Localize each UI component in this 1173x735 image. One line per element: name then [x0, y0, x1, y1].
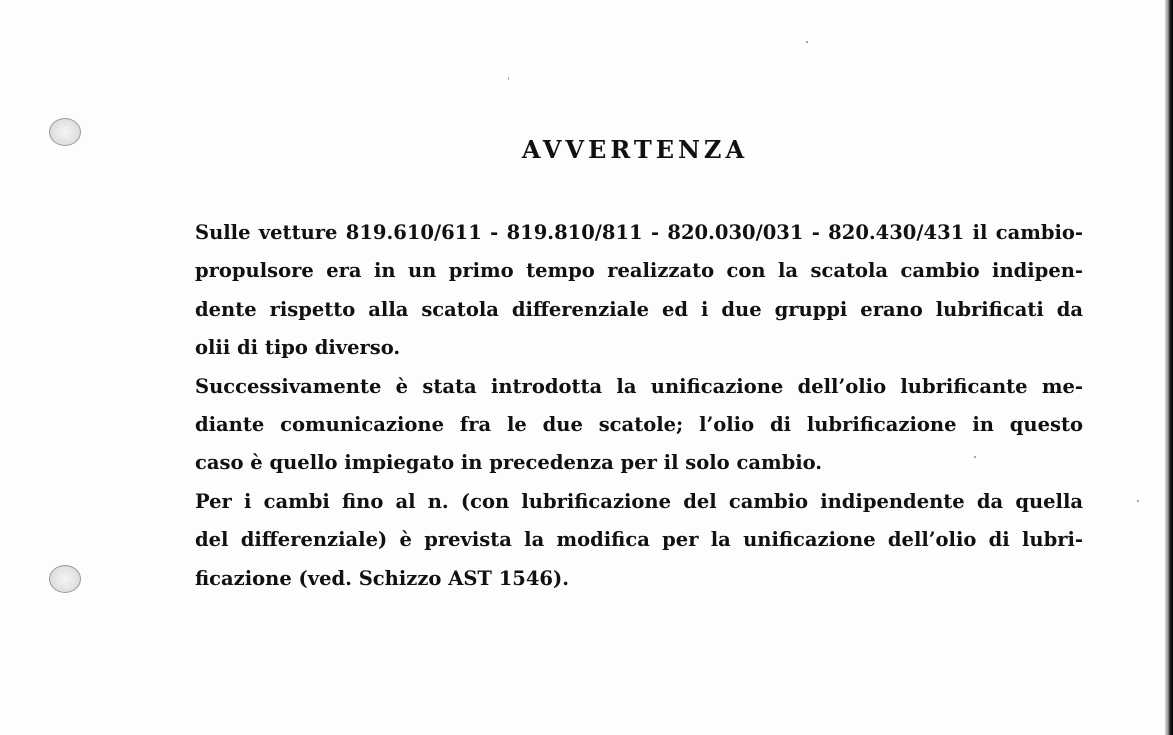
scan-speck: [508, 77, 509, 80]
notice-body: [195, 214, 1083, 598]
text-line: Sulle vetture 819.610/611 - 819.810/811 - 820.030/031 - 820.430/431 il cambio-: [195, 221, 1083, 244]
text-line: ficazione (ved. Schizzo AST 1546).: [195, 566, 570, 590]
text-line: propulsore era in un primo tempo realizzato con la scatola cambio indipen-: [195, 259, 1083, 283]
text-line: diante comunicazione fra le due scatole; l’olio di lubrificazione in questo: [195, 412, 1083, 436]
page-edge-shadow: [1161, 0, 1173, 735]
text-line: Per i cambi fino al n. (con lubrificazione del cambio indipendente da quella: [195, 489, 1083, 513]
text-line: dente rispetto alla scatola differenziale ed i due gruppi erano lubrificati da: [195, 297, 1083, 321]
text-line: olii di tipo diverso.: [195, 336, 401, 360]
text-line: del differenziale) è prevista la modifica per la unificazione dell’olio di lubri-: [195, 528, 1083, 552]
document-title: AVVERTENZA: [521, 135, 749, 164]
scan-speck: [806, 41, 808, 43]
text-line: caso è quello impiegato in precedenza per il solo cambio.: [195, 451, 823, 475]
punch-hole-bottom: [49, 565, 81, 593]
text-line: Successivamente è stata introdotta la unificazione dell’olio lubrificante me-: [195, 374, 1083, 398]
scan-speck: [1137, 500, 1139, 502]
